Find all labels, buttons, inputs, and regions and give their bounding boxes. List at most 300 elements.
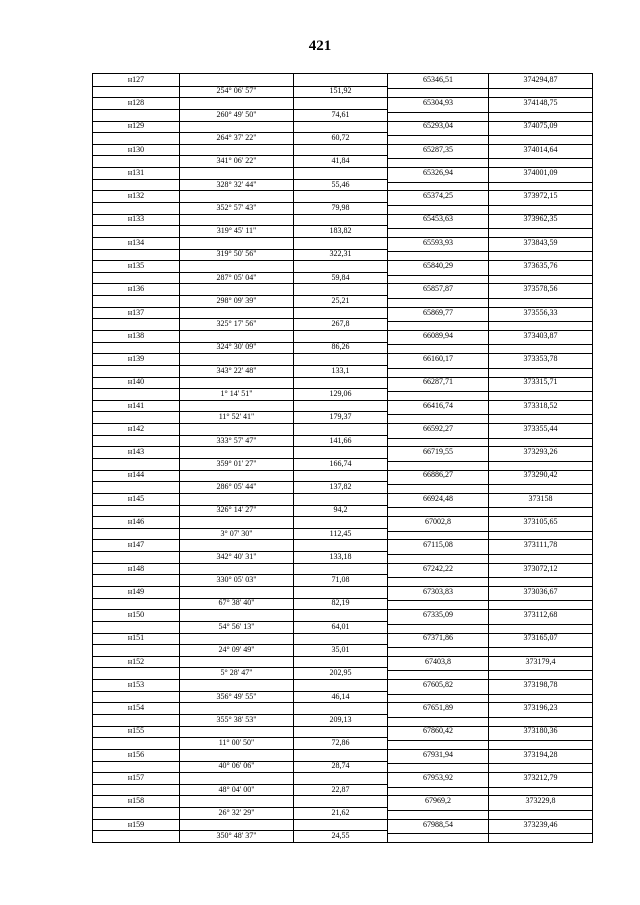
coord-y-cell <box>489 470 592 493</box>
coord-x: 65869,77 <box>423 307 453 317</box>
segment-length: 322,31 <box>329 249 352 259</box>
direction-angle: 326° 14' 27" <box>216 505 257 515</box>
point-name: н149 <box>127 586 145 596</box>
segment-length: 71,08 <box>331 575 350 585</box>
coord-y-cell <box>489 819 592 842</box>
coord-x-cell <box>388 493 489 516</box>
coord-x-cell <box>388 144 489 167</box>
coord-x: 67115,08 <box>423 540 453 550</box>
coord-x: 65374,25 <box>423 191 453 201</box>
row-divider <box>93 633 387 634</box>
point-name: н128 <box>127 98 145 108</box>
table-row <box>93 260 592 283</box>
coord-y: 373635,76 <box>523 260 558 270</box>
direction-angle: 343° 22' 48" <box>216 365 257 375</box>
segment-length: 41,84 <box>331 156 350 166</box>
row-divider <box>93 574 387 575</box>
coord-y: 373198,78 <box>523 679 558 689</box>
coord-y: 373972,15 <box>523 191 558 201</box>
coord-y: 373111,78 <box>523 540 558 550</box>
row-divider <box>388 810 592 811</box>
coord-x: 65326,94 <box>423 167 453 177</box>
row-divider <box>388 237 592 238</box>
row-divider <box>388 423 592 424</box>
coord-y: 373179,4 <box>525 656 556 666</box>
row-divider <box>388 586 592 587</box>
direction-angle: 324° 30' 09" <box>216 342 257 352</box>
row-divider <box>388 726 592 727</box>
row-divider <box>388 670 592 671</box>
coord-x-cell <box>388 353 489 376</box>
coord-x-cell <box>388 97 489 120</box>
row-divider <box>388 577 592 578</box>
table-row <box>93 121 592 144</box>
coord-y: 374294,87 <box>523 74 558 84</box>
coord-x: 65287,35 <box>423 144 453 154</box>
row-divider <box>388 749 592 750</box>
table-row <box>93 97 592 120</box>
row-divider <box>388 298 592 299</box>
row-divider <box>93 737 387 738</box>
table-row <box>93 330 592 353</box>
point-name: н154 <box>127 703 145 713</box>
point-name: н158 <box>127 796 145 806</box>
coord-x-cell <box>388 609 489 632</box>
row-divider <box>388 516 592 517</box>
coord-y: 373105,65 <box>523 516 558 526</box>
row-divider <box>388 144 592 145</box>
coord-y: 373112,68 <box>523 610 558 620</box>
table-row <box>93 144 592 167</box>
coord-x: 67860,42 <box>423 726 453 736</box>
segment-length: 22,87 <box>331 784 350 794</box>
coord-y: 373318,52 <box>523 400 558 410</box>
segment-length: 60,72 <box>331 132 350 142</box>
direction-angle: 54° 56' 13" <box>218 621 255 631</box>
row-divider <box>388 763 592 764</box>
row-divider <box>93 155 387 156</box>
coord-x-cell <box>388 726 489 749</box>
point-name: н129 <box>127 121 145 131</box>
coord-x-cell <box>388 260 489 283</box>
point-name: н147 <box>127 540 145 550</box>
coord-x: 67303,83 <box>423 586 453 596</box>
table-row <box>93 283 592 306</box>
direction-angle: 26° 32' 29" <box>218 807 255 817</box>
coord-x-cell <box>388 400 489 423</box>
row-divider <box>93 411 387 412</box>
direction-angle: 287° 05' 04" <box>216 272 257 282</box>
coord-y-cell <box>489 260 592 283</box>
coord-x-cell <box>388 772 489 795</box>
row-divider <box>93 179 387 180</box>
row-divider <box>93 795 387 796</box>
row-divider <box>93 365 387 366</box>
coord-x: 65453,63 <box>423 214 453 224</box>
row-divider <box>93 644 387 645</box>
coord-x-cell <box>388 656 489 679</box>
point-name: н151 <box>127 633 145 643</box>
coord-x: 67242,22 <box>423 563 453 573</box>
segment-length: 112,45 <box>329 528 352 538</box>
row-divider <box>388 624 592 625</box>
segment-length: 94,2 <box>333 505 348 515</box>
row-divider <box>388 461 592 462</box>
point-name: н142 <box>127 423 145 433</box>
point-name: н155 <box>127 726 145 736</box>
row-divider <box>93 121 387 122</box>
row-divider <box>388 819 592 820</box>
point-name: н145 <box>127 493 145 503</box>
coord-y-cell <box>489 656 592 679</box>
row-divider <box>388 112 592 113</box>
row-divider <box>388 600 592 601</box>
row-divider <box>388 484 592 485</box>
coord-x: 66592,27 <box>423 423 453 433</box>
row-divider <box>93 307 387 308</box>
row-divider <box>388 446 592 447</box>
row-divider <box>388 283 592 284</box>
point-name: н150 <box>127 610 145 620</box>
row-divider <box>388 330 592 331</box>
table-row <box>93 446 592 469</box>
coord-y: 373072,12 <box>523 563 558 573</box>
table-row <box>93 400 592 423</box>
segment-length: 35,01 <box>331 644 350 654</box>
table-row <box>93 795 592 818</box>
row-divider <box>93 86 387 87</box>
row-divider <box>93 551 387 552</box>
coord-x-cell <box>388 167 489 190</box>
point-name: н146 <box>127 516 145 526</box>
segment-length: 133,18 <box>329 551 352 561</box>
page-number: 421 <box>308 38 332 54</box>
coord-x: 67605,82 <box>423 679 453 689</box>
segment-length: 55,46 <box>331 179 350 189</box>
row-divider <box>93 761 387 762</box>
row-divider <box>93 772 387 773</box>
row-divider <box>93 318 387 319</box>
coord-y-cell <box>489 586 592 609</box>
direction-angle: 260° 49' 50" <box>216 109 257 119</box>
table-row <box>93 74 592 97</box>
row-divider <box>93 667 387 668</box>
direction-angle: 264° 37' 22" <box>216 132 257 142</box>
coord-y-cell <box>489 400 592 423</box>
row-divider <box>93 830 387 831</box>
row-divider <box>388 344 592 345</box>
row-divider <box>93 726 387 727</box>
row-divider <box>388 321 592 322</box>
row-divider <box>388 391 592 392</box>
row-divider <box>93 400 387 401</box>
point-name: н138 <box>127 330 145 340</box>
row-divider <box>388 275 592 276</box>
direction-angle: 11° 52' 41" <box>218 412 255 422</box>
coord-x: 66160,17 <box>423 354 453 364</box>
point-name: н132 <box>127 191 145 201</box>
row-divider <box>388 633 592 634</box>
row-divider <box>388 679 592 680</box>
table-row <box>93 656 592 679</box>
row-divider <box>93 272 387 273</box>
segment-length: 166,74 <box>329 458 352 468</box>
coord-x-cell <box>388 749 489 772</box>
direction-angle: 341° 06' 22" <box>216 156 257 166</box>
coord-x: 66089,94 <box>423 330 453 340</box>
coord-x-cell <box>388 283 489 306</box>
coord-y: 374001,09 <box>523 167 558 177</box>
segment-length: 25,21 <box>331 295 350 305</box>
coord-x: 67002,8 <box>425 516 451 526</box>
point-name: н156 <box>127 749 145 759</box>
coord-y: 373036,67 <box>523 586 558 596</box>
point-name: н131 <box>127 167 145 177</box>
coord-y: 373239,46 <box>523 819 558 829</box>
row-divider <box>93 283 387 284</box>
row-divider <box>388 717 592 718</box>
point-name: н141 <box>127 400 145 410</box>
coord-x: 67403,8 <box>425 656 451 666</box>
row-divider <box>93 679 387 680</box>
row-divider <box>388 563 592 564</box>
coord-y-cell <box>489 144 592 167</box>
row-divider <box>93 784 387 785</box>
coord-y: 373290,42 <box>523 470 558 480</box>
coord-x: 67969,2 <box>425 796 451 806</box>
coord-y-cell <box>489 121 592 144</box>
coord-y-cell <box>489 353 592 376</box>
segment-length: 82,19 <box>331 598 350 608</box>
table-row <box>93 749 592 772</box>
point-name: н143 <box>127 447 145 457</box>
table-row <box>93 237 592 260</box>
row-divider <box>93 563 387 564</box>
direction-angle: 356° 49' 55" <box>216 691 257 701</box>
row-divider <box>388 228 592 229</box>
row-divider <box>93 342 387 343</box>
coord-x-cell <box>388 633 489 656</box>
row-divider <box>93 377 387 378</box>
coord-y: 373229,8 <box>525 796 556 806</box>
row-divider <box>93 528 387 529</box>
coord-y: 373315,71 <box>523 377 558 387</box>
coord-x: 65304,93 <box>423 98 453 108</box>
row-divider <box>93 470 387 471</box>
direction-angle: 24° 09' 49" <box>218 644 255 654</box>
direction-angle: 67° 38' 40" <box>218 598 255 608</box>
segment-length: 133,1 <box>331 365 350 375</box>
row-divider <box>388 647 592 648</box>
coord-y-cell <box>489 493 592 516</box>
segment-length: 137,82 <box>329 482 352 492</box>
direction-angle: 328° 32' 44" <box>216 179 257 189</box>
coord-x: 67335,09 <box>423 610 453 620</box>
table-row <box>93 307 592 330</box>
coord-y-cell <box>489 307 592 330</box>
segment-length: 79,98 <box>331 202 350 212</box>
coord-x: 65293,04 <box>423 121 453 131</box>
coord-x-cell <box>388 470 489 493</box>
coord-y-cell <box>489 539 592 562</box>
row-divider <box>388 795 592 796</box>
row-divider <box>93 691 387 692</box>
row-divider <box>388 88 592 89</box>
coord-x: 67953,92 <box>423 772 453 782</box>
coord-x: 66924,48 <box>423 493 453 503</box>
coord-x: 67651,89 <box>423 703 453 713</box>
row-divider <box>93 446 387 447</box>
coord-x-cell <box>388 74 489 97</box>
row-divider <box>388 135 592 136</box>
segment-length: 151,92 <box>329 86 352 96</box>
coord-x-cell <box>388 819 489 842</box>
row-divider <box>388 368 592 369</box>
row-divider <box>388 97 592 98</box>
coordinates-table <box>92 73 593 843</box>
coord-x: 66719,55 <box>423 447 453 457</box>
table-row <box>93 539 592 562</box>
row-divider <box>388 251 592 252</box>
direction-angle: 333° 57' 47" <box>216 435 257 445</box>
coord-x-cell <box>388 214 489 237</box>
row-divider <box>93 190 387 191</box>
row-divider <box>93 225 387 226</box>
table-row <box>93 819 592 842</box>
coord-y-cell <box>489 237 592 260</box>
row-divider <box>93 388 387 389</box>
table-row <box>93 214 592 237</box>
direction-angle: 355° 38' 53" <box>216 714 257 724</box>
table-row <box>93 563 592 586</box>
point-name: н137 <box>127 307 145 317</box>
point-name: н144 <box>127 470 145 480</box>
segment-length: 24,55 <box>331 831 350 841</box>
coord-x-cell <box>388 702 489 725</box>
coord-x: 66416,74 <box>423 400 453 410</box>
point-name: н152 <box>127 656 145 666</box>
row-divider <box>93 97 387 98</box>
point-name: н134 <box>127 237 145 247</box>
coord-y-cell <box>489 446 592 469</box>
row-divider <box>388 531 592 532</box>
row-divider <box>388 539 592 540</box>
direction-angle: 359° 01' 27" <box>216 458 257 468</box>
segment-length: 141,66 <box>329 435 352 445</box>
direction-angle: 254° 06' 57" <box>216 86 257 96</box>
table-row <box>93 423 592 446</box>
table-row <box>93 679 592 702</box>
row-divider <box>388 353 592 354</box>
row-divider <box>93 621 387 622</box>
coord-y: 373843,59 <box>523 237 558 247</box>
coord-y-cell <box>489 97 592 120</box>
row-divider <box>388 470 592 471</box>
coord-y: 373196,23 <box>523 703 558 713</box>
coord-y-cell <box>489 609 592 632</box>
row-divider <box>388 190 592 191</box>
coord-x: 65593,93 <box>423 237 453 247</box>
segment-length: 59,84 <box>331 272 350 282</box>
coord-y-cell <box>489 214 592 237</box>
segment-length: 209,13 <box>329 714 352 724</box>
direction-angle: 342° 40' 31" <box>216 551 257 561</box>
coord-x-cell <box>388 586 489 609</box>
row-divider <box>93 807 387 808</box>
coord-x-cell <box>388 516 489 539</box>
row-divider <box>388 167 592 168</box>
row-divider <box>93 539 387 540</box>
table-row <box>93 167 592 190</box>
direction-angle: 3° 07' 30" <box>220 528 253 538</box>
coord-x: 67988,54 <box>423 819 453 829</box>
row-divider <box>93 295 387 296</box>
coord-y: 373212,79 <box>523 772 558 782</box>
coord-y-cell <box>489 516 592 539</box>
row-divider <box>388 554 592 555</box>
row-divider <box>388 205 592 206</box>
coord-x: 65857,87 <box>423 284 453 294</box>
segment-length: 179,37 <box>329 412 352 422</box>
coord-y: 374014,64 <box>523 144 558 154</box>
row-divider <box>388 609 592 610</box>
row-divider <box>93 598 387 599</box>
row-divider <box>388 507 592 508</box>
coord-x: 67931,94 <box>423 749 453 759</box>
coord-y-cell <box>489 795 592 818</box>
row-divider <box>93 144 387 145</box>
row-divider <box>93 749 387 750</box>
direction-angle: 330° 05' 03" <box>216 575 257 585</box>
segment-length: 64,01 <box>331 621 350 631</box>
row-divider <box>388 656 592 657</box>
coord-y-cell <box>489 772 592 795</box>
direction-angle: 11° 00' 50" <box>218 738 255 748</box>
coord-x: 67371,86 <box>423 633 453 643</box>
row-divider <box>93 435 387 436</box>
coord-x: 65346,51 <box>423 74 453 84</box>
row-divider <box>388 414 592 415</box>
point-name: н139 <box>127 354 145 364</box>
point-name: н127 <box>127 74 145 84</box>
row-divider <box>388 158 592 159</box>
row-divider <box>93 702 387 703</box>
row-divider <box>93 109 387 110</box>
coord-y: 373194,28 <box>523 749 558 759</box>
direction-angle: 350° 48' 37" <box>216 831 257 841</box>
direction-angle: 1° 14' 51" <box>220 388 253 398</box>
table-row <box>93 702 592 725</box>
row-divider <box>388 260 592 261</box>
table-row <box>93 353 592 376</box>
coord-y-cell <box>489 167 592 190</box>
direction-angle: 325° 17' 56" <box>216 319 257 329</box>
segment-length: 267,8 <box>331 319 350 329</box>
coord-x-cell <box>388 307 489 330</box>
row-divider <box>388 182 592 183</box>
coord-y: 373180,36 <box>523 726 558 736</box>
row-divider <box>388 833 592 834</box>
direction-angle: 319° 50' 56" <box>216 249 257 259</box>
row-divider <box>93 586 387 587</box>
segment-length: 202,95 <box>329 668 352 678</box>
coord-x: 66287,71 <box>423 377 453 387</box>
row-divider <box>388 740 592 741</box>
coord-y: 374075,09 <box>523 121 558 131</box>
row-divider <box>388 787 592 788</box>
direction-angle: 40° 06' 06" <box>218 761 255 771</box>
point-name: н135 <box>127 260 145 270</box>
